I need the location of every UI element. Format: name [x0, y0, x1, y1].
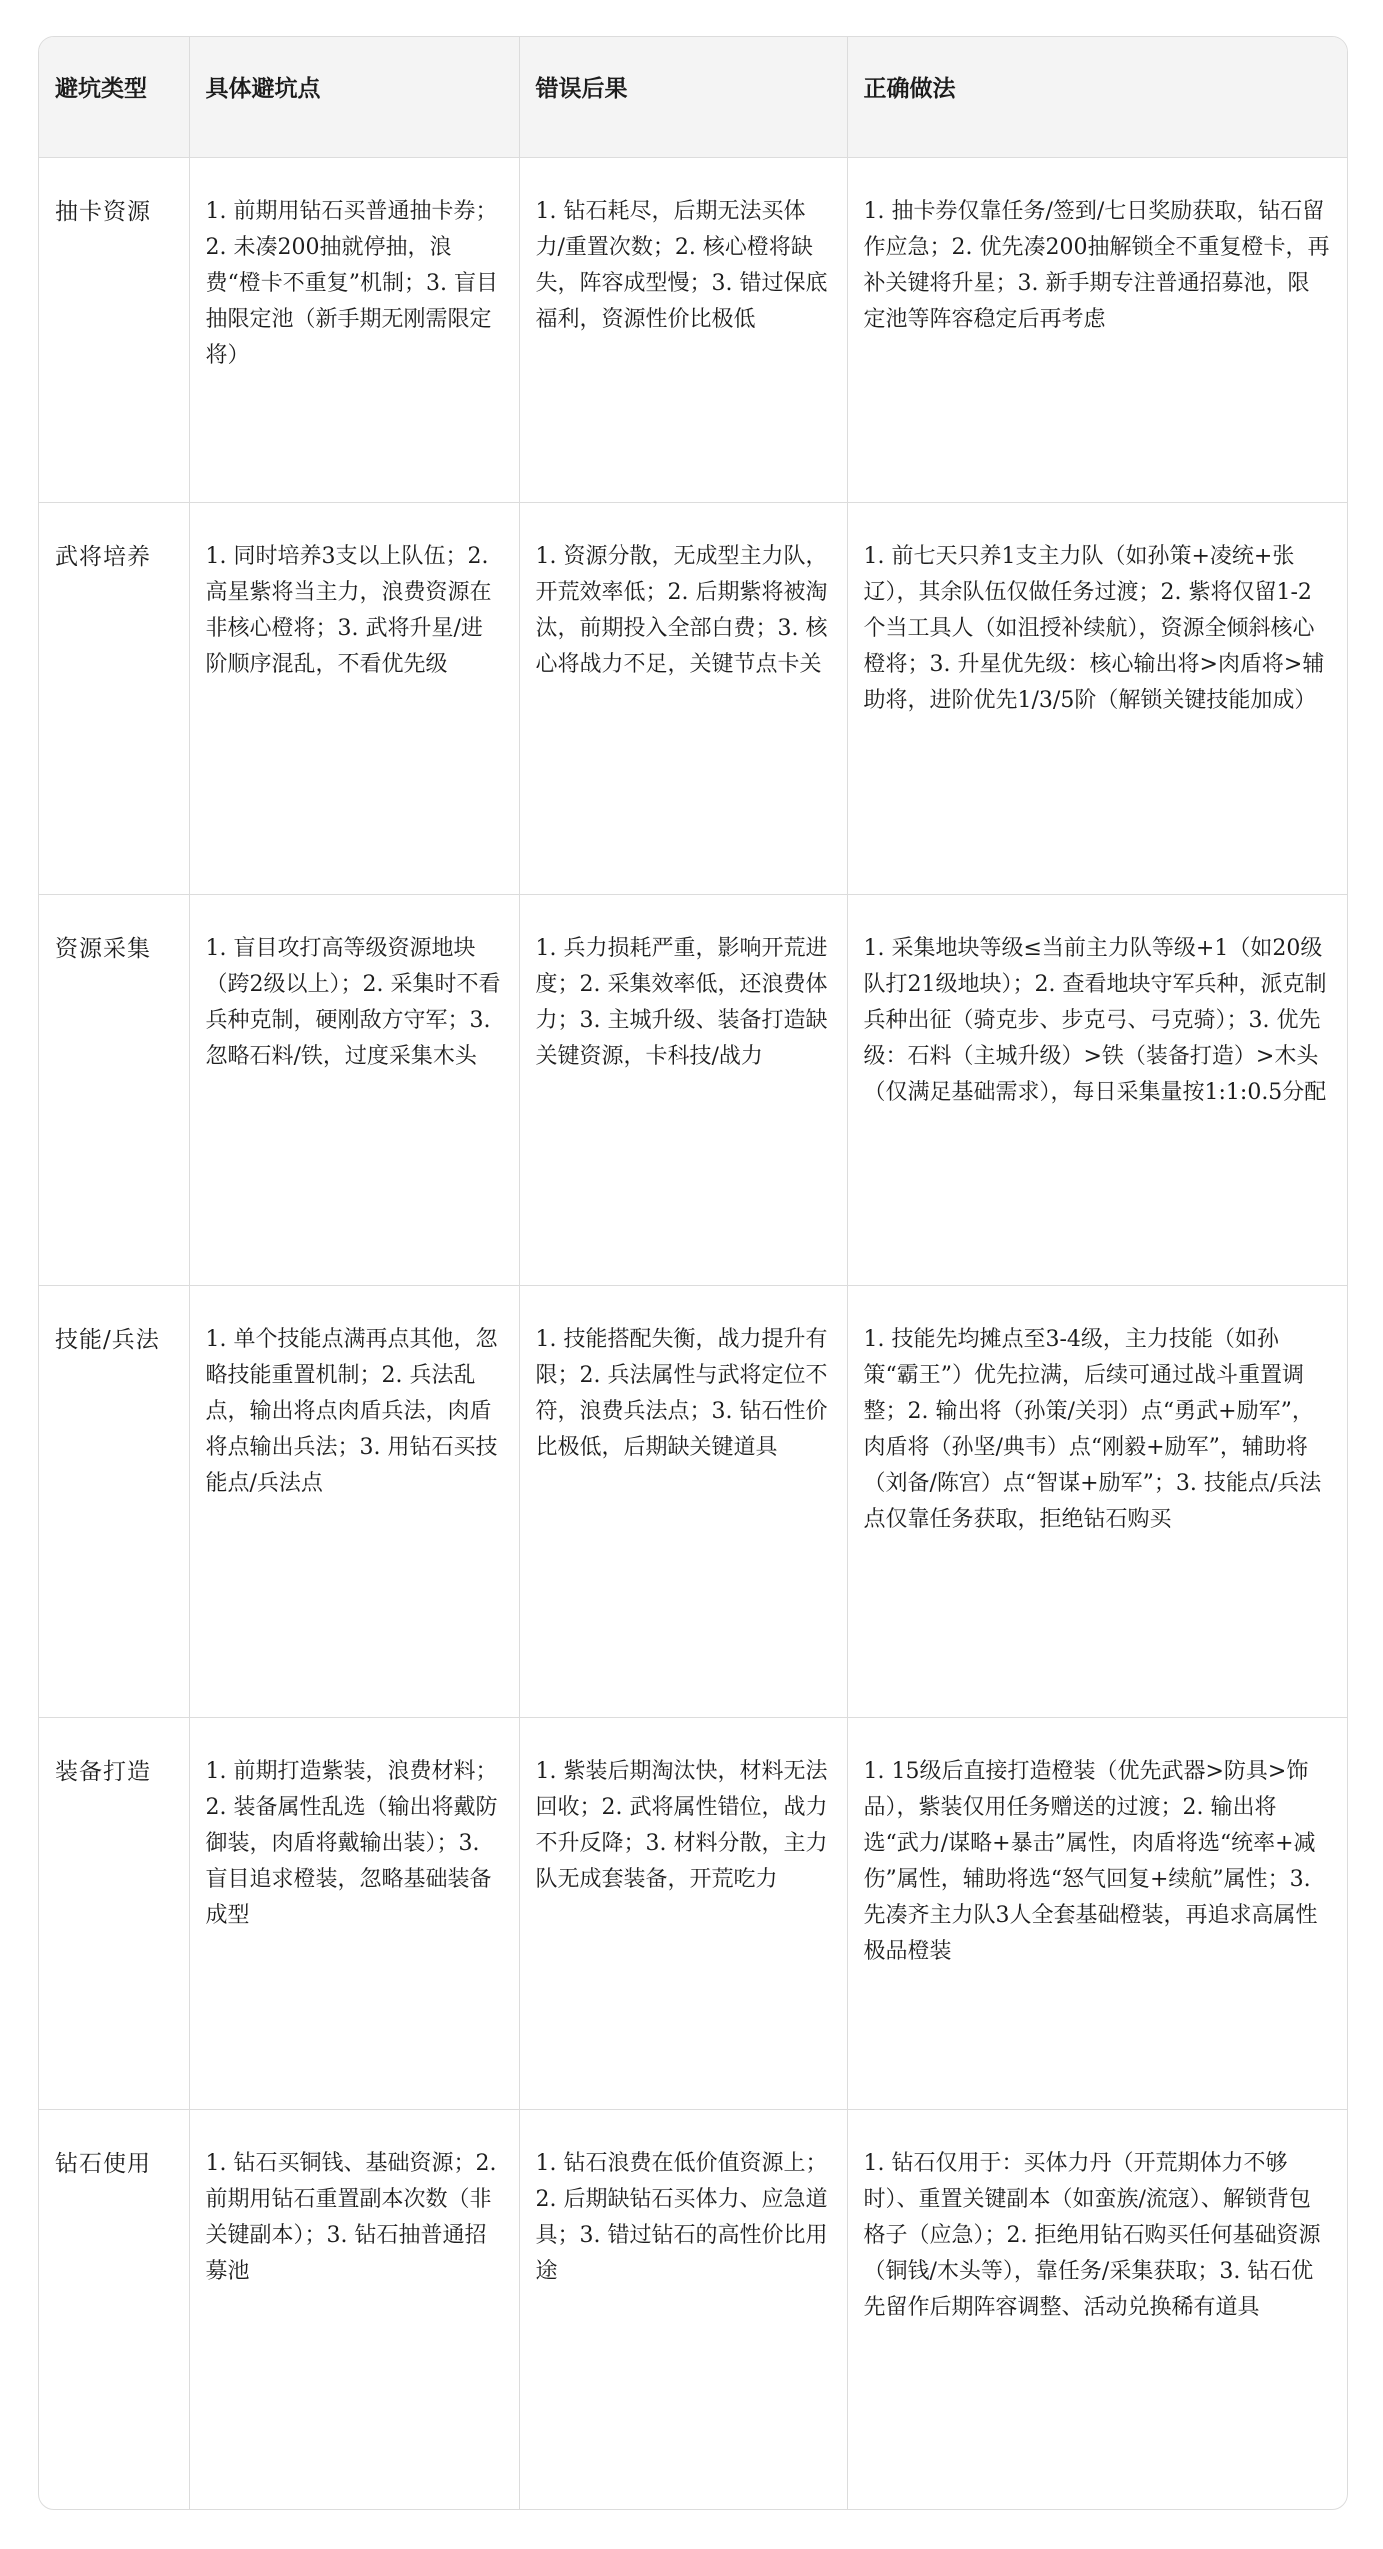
cell-solution: 1. 抽卡券仅靠任务/签到/七日奖励获取，钻石留作应急；2. 优先凑200抽解锁全不重复橙卡，再补关键将升星；3. 新手期专注普通招募池，限定池等阵容稳定后再考虑 [847, 157, 1347, 502]
cell-points: 1. 单个技能点满再点其他，忽略技能重置机制；2. 兵法乱点，输出将点肉盾兵法，肉盾将点输出兵法；3. 用钻石买技能点/兵法点 [189, 1285, 519, 1717]
cell-solution: 1. 钻石仅用于：买体力丹（开荒期体力不够时）、重置关键副本（如蛮族/流寇）、解锁背包格子（应急）；2. 拒绝用钻石购买任何基础资源（铜钱/木头等），靠任务/采集获取；3. 钻石优先留作后期阵容调整、活动兑换稀有道具 [863, 2150, 1321, 2320]
cell-consequence: 1. 紫装后期淘汰快，材料无法回收；2. 武将属性错位，战力不升反降；3. 材料分散，主力队无成套装备，开荒吃力 [519, 1717, 847, 2109]
table-row [39, 157, 1347, 502]
table-header-row [39, 37, 1347, 157]
cell-consequence: 1. 技能搭配失衡，战力提升有限；2. 兵法属性与武将定位不符，浪费兵法点；3. 钻石性价比极低，后期缺关键道具 [519, 1285, 847, 1717]
cell-points: 1. 同时培养3支以上队伍；2. 高星紫将当主力，浪费资源在非核心橙将；3. 武将升星/进阶顺序混乱，不看优先级 [189, 502, 519, 894]
table-row [39, 894, 1347, 1285]
cell-solution: 1. 前七天只养1支主力队（如孙策+凌统+张辽），其余队伍仅做任务过渡；2. 紫将仅留1-2个当工具人（如沮授补续航），资源全倾斜核心橙将；3. 升星优先级：核心输出将>肉盾将>辅助将，进阶优先1/3/5阶（解锁关键技能加成） [847, 502, 1347, 894]
cell-solution: 1. 技能先均摊点至3-4级，主力技能（如孙策“霸王”）优先拉满，后续可通过战斗重置调整；2. 输出将（孙策/关羽）点“勇武+励军”，肉盾将（孙坚/典韦）点“刚毅+励军”，辅助将（刘备/陈宫）点“智谋+励军”；3. 技能点/兵法点仅靠任务获取，拒绝钻石购买 [847, 1285, 1347, 1717]
table-row [39, 1285, 1347, 1717]
pitfall-table [39, 37, 1347, 2510]
cell-type: 资源采集 [39, 894, 189, 1285]
cell-type: 抽卡资源 [39, 157, 189, 502]
table-row [39, 2109, 1347, 2510]
cell-consequence: 1. 钻石浪费在低价值资源上；2. 后期缺钻石买体力、应急道具；3. 错过钻石的高性价比用途 [519, 2109, 847, 2510]
cell-type: 装备打造 [39, 1717, 189, 2109]
cell-points: 1. 前期打造紫装，浪费材料；2. 装备属性乱选（输出将戴防御装，肉盾将戴输出装）；3. 盲目追求橙装，忽略基础装备成型 [189, 1717, 519, 2109]
table-row [39, 502, 1347, 894]
cell-points: 1. 盲目攻打高等级资源地块（跨2级以上）；2. 采集时不看兵种克制，硬刚敌方守军；3. 忽略石料/铁，过度采集木头 [189, 894, 519, 1285]
cell-points: 1. 前期用钻石买普通抽卡券；2. 未凑200抽就停抽，浪费“橙卡不重复”机制；3. 盲目抽限定池（新手期无刚需限定将） [189, 157, 519, 502]
cell-consequence: 1. 兵力损耗严重，影响开荒进度；2. 采集效率低，还浪费体力；3. 主城升级、装备打造缺关键资源，卡科技/战力 [519, 894, 847, 1285]
header-consequence: 错误后果 [519, 37, 847, 157]
cell-type: 技能/兵法 [39, 1285, 189, 1717]
cell-points: 1. 钻石买铜钱、基础资源；2. 前期用钻石重置副本次数（非关键副本）；3. 钻石抽普通招募池 [189, 2109, 519, 2510]
cell-type: 武将培养 [39, 502, 189, 894]
cell-solution: 1. 采集地块等级≤当前主力队等级+1（如20级队打21级地块）；2. 查看地块守军兵种，派克制兵种出征（骑克步、步克弓、弓克骑）；3. 优先级：石料（主城升级）>铁（装备打造）>木头（仅满足基础需求），每日采集量按1:1:0.5分配 [847, 894, 1347, 1285]
cell-consequence: 1. 资源分散，无成型主力队，开荒效率低；2. 后期紫将被淘汰，前期投入全部白费；3. 核心将战力不足，关键节点卡关 [519, 502, 847, 894]
cell-type: 钻石使用 [39, 2109, 189, 2510]
header-solution: 正确做法 [847, 37, 1347, 157]
table-row [39, 1717, 1347, 2109]
header-type: 避坑类型 [39, 37, 189, 157]
header-points: 具体避坑点 [189, 37, 519, 157]
cell-consequence: 1. 钻石耗尽，后期无法买体力/重置次数；2. 核心橙将缺失，阵容成型慢；3. 错过保底福利，资源性价比极低 [519, 157, 847, 502]
cell-solution: 1. 15级后直接打造橙装（优先武器>防具>饰品），紫装仅用任务赠送的过渡；2. 输出将选“武力/谋略+暴击”属性，肉盾将选“统率+减伤”属性，辅助将选“怒气回复+续航”属性；3. 先凑齐主力队3人全套基础橙装，再追求高属性极品橙装 [847, 1717, 1347, 2109]
guide-table-card [38, 36, 1348, 2510]
